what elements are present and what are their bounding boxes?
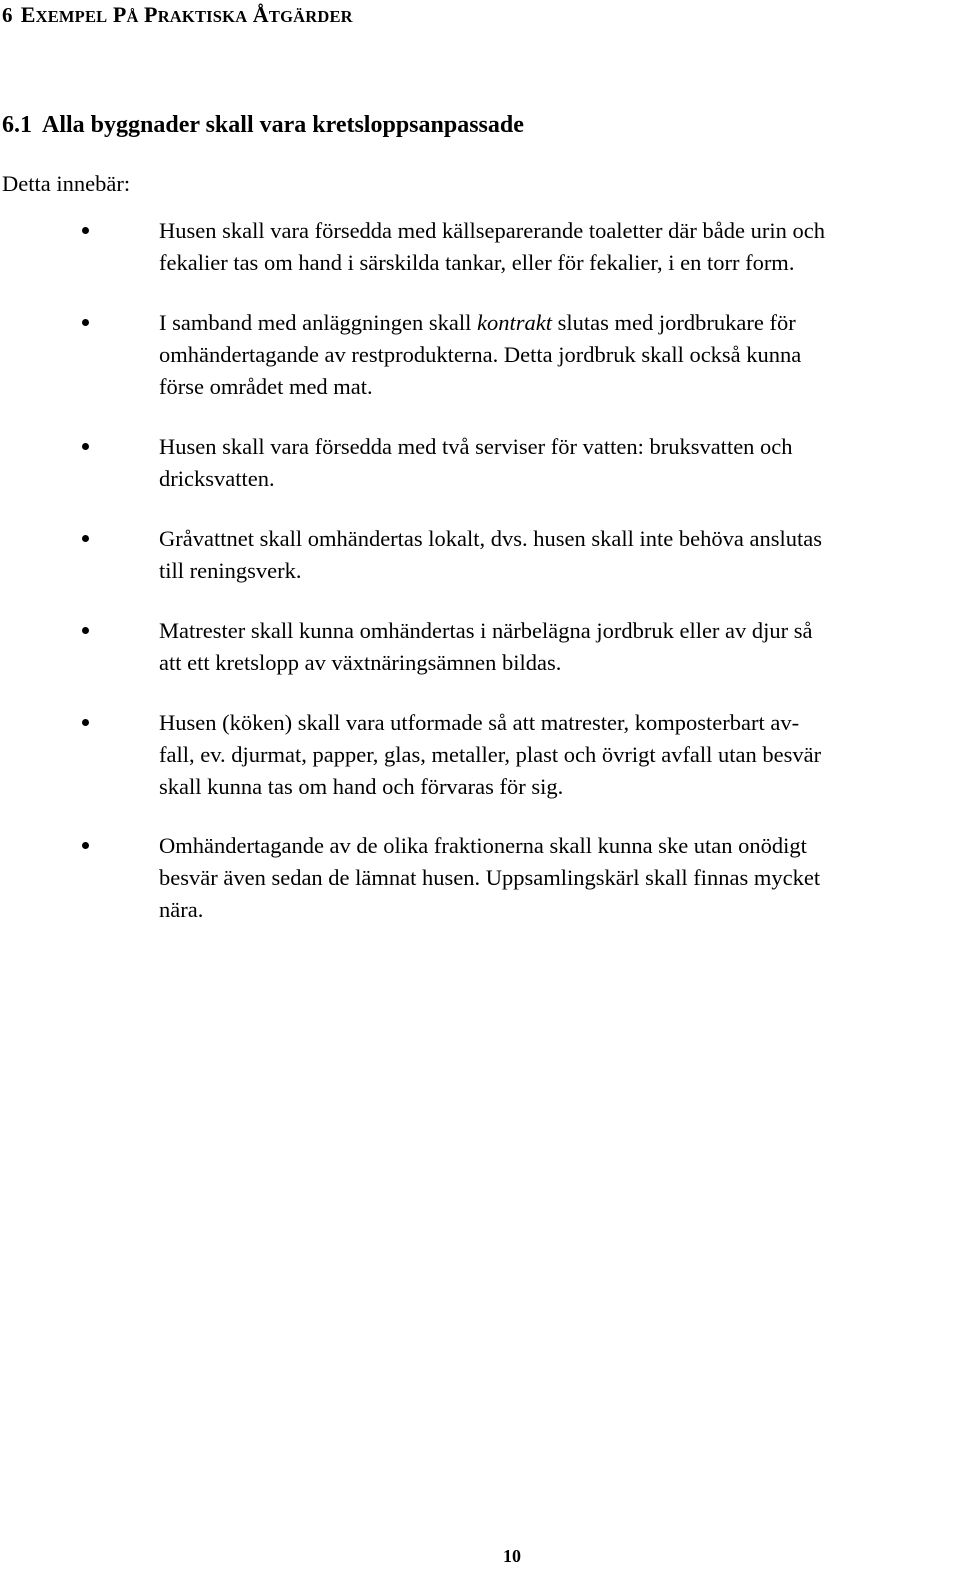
page-number: 10: [503, 1546, 521, 1566]
bullet-icon: [82, 535, 89, 542]
list-item-text: Husen skall vara försedda med källseparerande toaletter där både urin och fekalier tas om hand i särskilda tankar, eller för fekalier, i en torr form.: [159, 218, 825, 275]
bullet-icon: [82, 842, 89, 849]
list-item-text: Matrester skall kunna omhändertas i närbelägna jordbruk eller av djur så att ett kretslopp av växtnäringsämnen bildas.: [159, 618, 813, 675]
chapter-heading: [2, 2, 353, 28]
chapter-title-part: P: [144, 2, 158, 27]
bullet-icon: [82, 627, 89, 634]
list-item-text: Gråvattnet skall omhändertas lokalt, dvs. husen skall inte behöva anslutas till reningsverk.: [159, 526, 822, 583]
chapter-title-part: XEMPEL: [35, 7, 108, 26]
list-item-text: Husen (köken) skall vara utformade så att matrester, komposterbart av- fall, ev. djurmat, papper, glas, metaller, plast och övrigt avfall utan besvär skall kunna tas om hand och förvaras för sig.: [159, 710, 822, 799]
list-item-text: Omhändertagande av de olika fraktionerna skall kunna ske utan onödigt besvär även sedan de lämnat husen. Uppsamlingskärl skall finnas mycket nära.: [159, 833, 821, 922]
list-item-text: Husen skall vara försedda med två serviser för vatten: bruksvatten och dricksvatten.: [159, 434, 793, 491]
section-number: 6.1: [2, 112, 32, 138]
list-item-text-part: I samband med anläggningen skall: [159, 310, 478, 335]
section-title: Alla byggnader skall vara kretsloppsanpassade: [42, 112, 524, 138]
chapter-title-part: RAKTISKA: [157, 7, 248, 26]
chapter-title-part: TGÄRDER: [268, 7, 353, 26]
bullet-icon: [82, 719, 89, 726]
chapter-number: 6: [2, 3, 13, 27]
list-item-text-part: slutas med jordbrukare för omhändertagande av restprodukterna. Detta jordbruk skall också kunna förse området med mat.: [159, 310, 802, 399]
bullet-icon: [82, 443, 89, 450]
section-heading: [2, 112, 524, 139]
bullet-icon: [82, 319, 89, 326]
intro-text: Detta innebär:: [2, 171, 131, 196]
list-item-text: [159, 307, 959, 403]
bullet-icon: [82, 227, 89, 234]
emphasis-kontrakt: kontrakt: [477, 310, 553, 335]
chapter-title-part: E: [20, 2, 36, 27]
chapter-title-part: Å: [126, 7, 139, 26]
chapter-title-part: P: [112, 2, 127, 27]
chapter-title-part: Å: [252, 2, 269, 27]
